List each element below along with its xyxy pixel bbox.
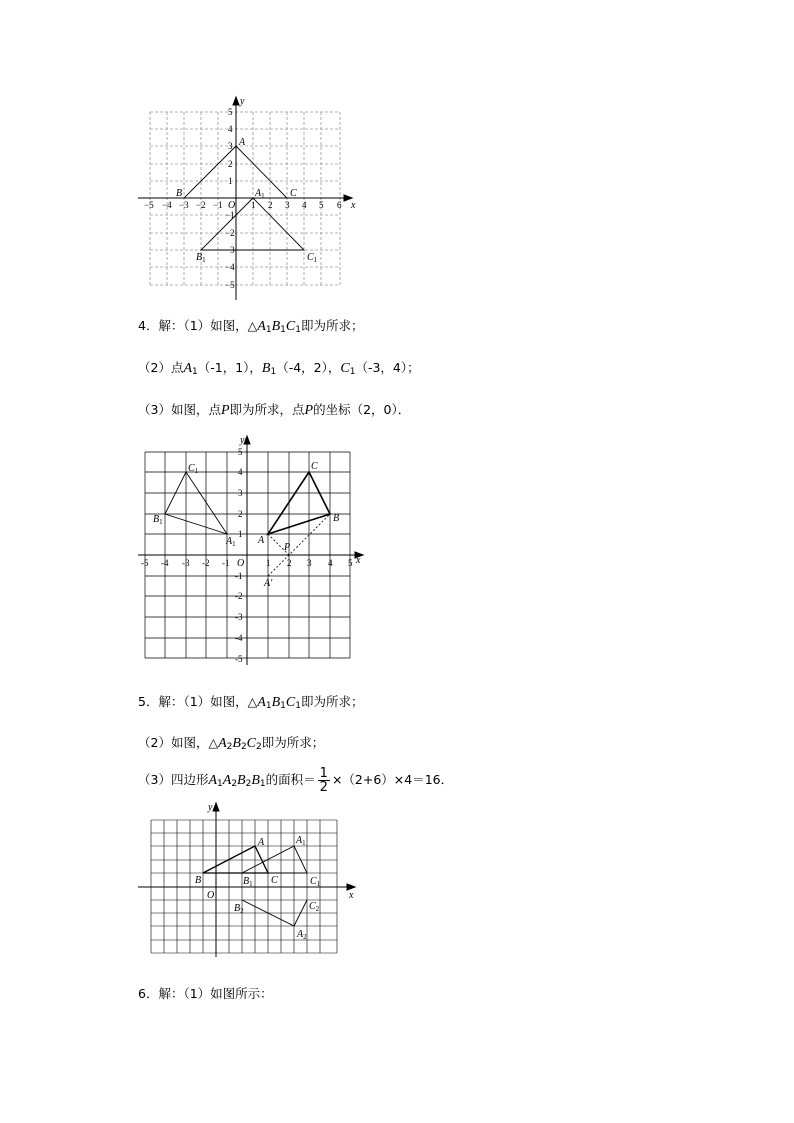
fig2-point-a1: $A_1$ bbox=[226, 536, 236, 548]
fig3-point-b2: $B_2$ bbox=[234, 903, 244, 915]
figure-3-triangle-a1b1c1 bbox=[242, 846, 307, 873]
fig2-y-tick: -3 bbox=[235, 612, 243, 622]
fig1-y-tick: 5 bbox=[228, 107, 233, 117]
q5-line-3-suffix: ×（2+6）×4＝16． bbox=[331, 772, 454, 787]
subscript: 1 bbox=[295, 325, 301, 335]
label-a: A bbox=[183, 361, 193, 376]
fig2-x-tick: -2 bbox=[202, 558, 210, 568]
figure-2-triangle-a1b1c1 bbox=[165, 472, 227, 534]
q4-line-3-part: （3）如图，点 bbox=[138, 402, 221, 417]
fig2-y-tick: -1 bbox=[235, 571, 243, 581]
figure-1-coordinate-plane bbox=[134, 94, 364, 304]
figure-3-coordinate-plane bbox=[134, 798, 370, 958]
label-a: A bbox=[257, 319, 266, 334]
subscript: 1 bbox=[265, 701, 272, 711]
coord-b1: （-4，2）， bbox=[276, 360, 341, 375]
fig3-point-c1: $C_1$ bbox=[310, 876, 321, 888]
subscript: 2 bbox=[231, 779, 238, 789]
fig1-x-tick: 4 bbox=[302, 200, 307, 210]
fig3-point-b1: $B_1$ bbox=[243, 876, 253, 888]
q4-line-3-part: 的坐标（2，0）． bbox=[313, 402, 411, 417]
q4-line-2 bbox=[138, 358, 420, 377]
fig3-origin-label: O bbox=[207, 890, 215, 901]
fig2-x-tick: 4 bbox=[328, 558, 333, 568]
fig1-point-b: B bbox=[176, 188, 183, 199]
subscript: 1 bbox=[259, 779, 266, 789]
subscript: 1 bbox=[265, 325, 272, 335]
fig2-point-c: C bbox=[311, 461, 318, 472]
fig2-y-tick: -4 bbox=[235, 633, 243, 643]
fig1-y-axis-label: y bbox=[240, 96, 245, 107]
label-a: A bbox=[257, 695, 266, 710]
q4-line-3-part: 即为所求，点 bbox=[229, 402, 305, 417]
subscript: 1 bbox=[295, 701, 301, 711]
fig3-y-axis-label: y bbox=[208, 802, 213, 813]
subscript: 1 bbox=[280, 701, 286, 711]
fig3-point-a2: $A_2$ bbox=[297, 929, 307, 941]
fig3-point-c2: $C_2$ bbox=[309, 901, 320, 913]
q5-line-2 bbox=[138, 733, 324, 752]
fig1-y-tick: 3 bbox=[228, 141, 233, 151]
fig2-x-tick: 2 bbox=[287, 558, 292, 568]
q6-line-1 bbox=[138, 984, 273, 1002]
fig2-x-tick: -4 bbox=[161, 558, 169, 568]
fig1-y-tick: 4 bbox=[228, 124, 233, 134]
q4-line-1 bbox=[138, 316, 363, 335]
label-c: C bbox=[285, 695, 296, 710]
fig1-x-tick: 3 bbox=[285, 200, 290, 210]
fraction bbox=[318, 767, 330, 794]
subscript: 1 bbox=[217, 779, 223, 789]
fig1-x-tick: −4 bbox=[162, 200, 172, 210]
fraction-numerator: 1 bbox=[319, 766, 328, 781]
label-c: C bbox=[285, 319, 296, 334]
fig3-point-a: A bbox=[258, 837, 265, 848]
subscript: 1 bbox=[280, 325, 286, 335]
label-a: A bbox=[222, 773, 232, 788]
fig1-x-tick: −5 bbox=[144, 200, 154, 210]
fig2-y-tick: -5 bbox=[235, 654, 243, 664]
coord-c1: （-3，4）； bbox=[355, 360, 420, 375]
figure-3-triangle-abc bbox=[203, 846, 268, 873]
fig2-origin-label: O bbox=[237, 558, 245, 569]
fig1-y-tick: −3 bbox=[225, 245, 235, 255]
fig2-y-tick: 5 bbox=[238, 447, 243, 457]
label-b: B bbox=[271, 695, 281, 710]
fig2-point-a-prime: A′ bbox=[264, 578, 273, 589]
fig2-x-axis-label: x bbox=[356, 555, 361, 566]
label-a: A bbox=[218, 736, 227, 751]
fig3-point-c: C bbox=[271, 875, 278, 886]
label-b: B bbox=[271, 319, 281, 334]
fig1-x-tick: −3 bbox=[179, 200, 189, 210]
label-b: B bbox=[237, 773, 246, 788]
fig1-point-c1: $C_1$ bbox=[307, 252, 318, 264]
fig2-y-tick: -2 bbox=[235, 591, 243, 601]
figure-2-axes bbox=[138, 436, 363, 665]
q5-line-1-suffix: 即为所求； bbox=[300, 694, 364, 709]
fig1-x-axis-label: x bbox=[351, 200, 356, 211]
fig2-x-tick: -5 bbox=[141, 558, 149, 568]
q4-line-2-prefix: （2）点 bbox=[138, 360, 184, 375]
subscript: 1 bbox=[270, 367, 277, 377]
fig2-y-tick: 4 bbox=[238, 467, 243, 477]
label-b: B bbox=[251, 773, 260, 788]
fig1-point-c: C bbox=[290, 188, 297, 199]
fig2-point-c1: $C_1$ bbox=[188, 463, 199, 475]
fig2-point-b: B bbox=[333, 513, 340, 524]
label-a: A bbox=[208, 773, 218, 788]
label-c: C bbox=[246, 736, 257, 751]
fig1-point-b1: $B_1$ bbox=[196, 252, 206, 264]
fig2-x-tick: 5 bbox=[348, 558, 353, 568]
fig3-x-axis-label: x bbox=[349, 890, 354, 901]
fig2-y-tick: 1 bbox=[238, 529, 243, 539]
fig2-point-p: P bbox=[284, 542, 291, 553]
fig1-point-a1: $A_1$ bbox=[255, 188, 265, 200]
fraction-denominator: 2 bbox=[319, 780, 328, 795]
q5-line-3-prefix: （3）四边形 bbox=[138, 772, 209, 787]
fig1-x-tick: −2 bbox=[196, 200, 206, 210]
fig2-y-axis-label: y bbox=[240, 435, 245, 446]
label-p: P bbox=[304, 403, 314, 418]
q5-line-3-mid: 的面积＝ bbox=[265, 772, 316, 787]
fig1-y-tick: −1 bbox=[225, 210, 235, 220]
subscript: 2 bbox=[226, 742, 233, 752]
q5-line-2-suffix: 即为所求； bbox=[261, 735, 325, 750]
subscript: 1 bbox=[192, 367, 198, 377]
fig1-x-tick: 2 bbox=[268, 200, 273, 210]
q5-line-1-prefix: 5．解：（1）如图，△ bbox=[138, 694, 258, 709]
fig1-x-tick: −1 bbox=[213, 200, 223, 210]
subscript: 2 bbox=[245, 779, 252, 789]
label-p: P bbox=[220, 403, 230, 418]
q5-line-2-prefix: （2）如图，△ bbox=[138, 735, 219, 750]
fig2-x-tick: 3 bbox=[307, 558, 312, 568]
subscript: 2 bbox=[240, 742, 247, 752]
figure-2-coordinate-plane bbox=[134, 430, 370, 670]
fig2-x-tick: -1 bbox=[222, 558, 230, 568]
fig2-point-a: A bbox=[258, 535, 265, 546]
fig2-point-b1: $B_1$ bbox=[153, 514, 163, 526]
fig1-y-tick: −2 bbox=[225, 228, 235, 238]
fig1-y-tick: 1 bbox=[228, 176, 233, 186]
fig2-x-tick: 1 bbox=[266, 558, 271, 568]
fig2-x-tick: -3 bbox=[182, 558, 190, 568]
subscript: 2 bbox=[256, 742, 262, 752]
q4-line-1-suffix: 即为所求； bbox=[300, 318, 364, 333]
fig1-x-tick: 6 bbox=[337, 200, 342, 210]
fig1-y-tick: 2 bbox=[228, 159, 233, 169]
fig1-x-tick: 5 bbox=[319, 200, 324, 210]
fig3-point-a1: $A_1$ bbox=[296, 835, 306, 847]
label-b: B bbox=[261, 361, 271, 376]
label-c: C bbox=[340, 361, 350, 376]
fig3-point-b: B bbox=[195, 875, 202, 886]
fig1-x-tick: 1 bbox=[251, 200, 256, 210]
subscript: 1 bbox=[349, 367, 356, 377]
q4-line-3 bbox=[138, 400, 410, 419]
q5-line-1 bbox=[138, 692, 363, 711]
figure-2-triangle-abc bbox=[268, 472, 330, 534]
q6-text: 6．解：（1）如图所示： bbox=[138, 986, 273, 1001]
coord-a1: （-1，1）， bbox=[197, 360, 262, 375]
fig1-y-tick: −4 bbox=[225, 262, 235, 272]
fig2-y-tick: 3 bbox=[238, 488, 243, 498]
q5-line-3 bbox=[138, 767, 453, 794]
fig1-y-tick: −5 bbox=[225, 280, 235, 290]
fig1-origin-label: O bbox=[228, 200, 236, 211]
fig2-y-tick: 2 bbox=[238, 509, 243, 519]
fig1-point-a: A bbox=[239, 137, 246, 148]
label-b: B bbox=[232, 736, 241, 751]
figure-1-axes bbox=[138, 97, 352, 300]
q4-line-1-prefix: 4．解：（1）如图，△ bbox=[138, 318, 258, 333]
